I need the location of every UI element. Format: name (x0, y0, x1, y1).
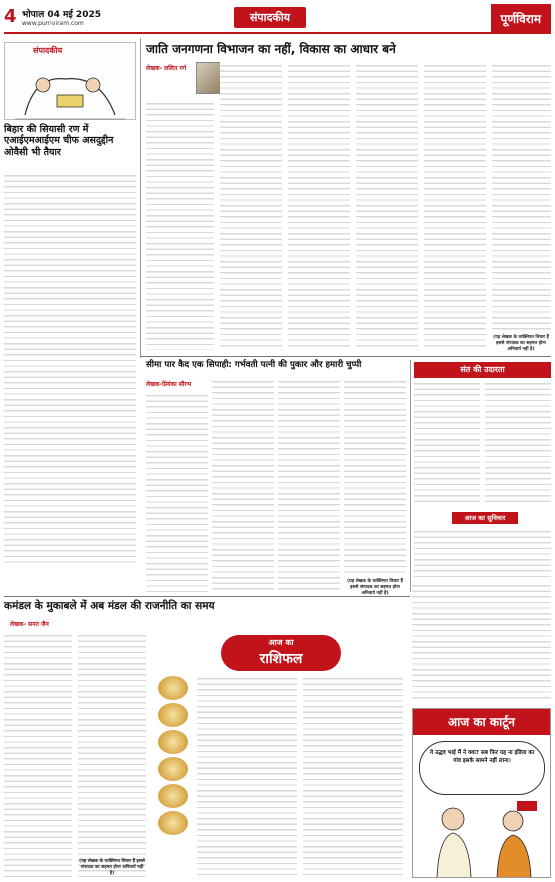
suvichar-text (414, 528, 551, 578)
gemini-icon (158, 730, 188, 754)
website[interactable]: www.purnviram.com (22, 20, 84, 27)
cartoon-caption: संपादकीय (33, 46, 63, 55)
cartoon-figures (413, 799, 550, 879)
rashifal-header (151, 633, 406, 673)
daily-cartoon (412, 708, 551, 878)
mid-story-col-3 (278, 378, 340, 592)
taurus-icon (158, 703, 188, 727)
section-title: संपादकीय (234, 7, 306, 28)
aries-icon (158, 676, 188, 700)
zodiac-icons (151, 673, 195, 877)
section-divider (140, 356, 551, 357)
cartoon-illustration (5, 55, 135, 121)
right-bottom-text (412, 582, 551, 702)
column-divider (140, 38, 141, 358)
section-divider (4, 596, 410, 597)
virgo-icon (158, 811, 188, 835)
cancer-icon (158, 757, 188, 781)
column-divider (410, 360, 411, 592)
bottom-story-headline: कमंडल के मुकाबले में अब मंडल की राजनीति का समय (4, 600, 215, 612)
saint-box-title: संत की उदारता (414, 362, 551, 378)
bottom-story-byline: लेखक- सनत जैन (10, 621, 49, 628)
mid-story-col-4 (344, 378, 406, 574)
main-story-col-4 (356, 62, 418, 350)
mid-story-col-1 (146, 392, 208, 592)
cartoon-speech-bubble: ये उद्धव भाई मैं ने क्या? सब फिर यह ना इंडिया का गांव इसके सामने नहीं लाना। (419, 741, 545, 795)
page-number: 4 (4, 6, 17, 27)
left-story-headline: बिहार की सियासी रण में एआईएमआईएम चीफ असदुद्दीन ओवैसी भी तैयार (4, 124, 114, 158)
rashifal-title-bottom: राशिफल (259, 651, 303, 667)
main-story-note: (यह लेखक के व्यक्तिगत विचार हैं इससे संपादक का सहमत होना अनिवार्य नहीं है) (493, 335, 549, 352)
bottom-story-col-2 (78, 632, 146, 878)
bottom-story-note: (यह लेखक के व्यक्तिगत विचार हैं इससे संपादक का सहमत होना अनिवार्य नहीं है) (79, 859, 145, 876)
main-story-col-5 (424, 62, 486, 350)
rashifal-col-1 (197, 675, 297, 875)
mid-story-byline: लेखक-प्रियंका सौरभ (146, 381, 192, 388)
paper-name: पूर्णविराम (491, 4, 551, 33)
saint-box-col-2 (485, 380, 551, 504)
left-story-body (4, 172, 136, 564)
date-line: भोपाल 04 मई 2025 (22, 10, 101, 20)
suvichar-title: आज का सुविचार (452, 512, 518, 524)
main-story-col-2 (220, 62, 282, 350)
mid-story-headline: सीमा पार कैद एक सिपाही: गर्भवती पत्नी की पुकार और हमारी चुप्पी (146, 360, 362, 370)
rashifal-box (151, 633, 406, 877)
mid-story-note: (यह लेखक के व्यक्तिगत विचार हैं इससे संपादक का सहमत होना अनिवार्य नहीं है) (347, 579, 403, 596)
editorial-cartoon (4, 42, 136, 120)
bottom-story-col-1 (4, 632, 72, 878)
main-story-headline: जाति जनगणना विभाजन का नहीं, विकास का आधार बने (146, 42, 396, 56)
daily-cartoon-title: आज का कार्टून (413, 709, 550, 735)
rashifal-col-2 (303, 675, 403, 875)
main-story-col-6 (492, 62, 551, 332)
saint-box-col-1 (414, 380, 480, 504)
main-story-byline: लेखक- ललित गर्ग (146, 65, 187, 72)
main-story-col-1 (146, 100, 214, 350)
mid-story-col-2 (212, 378, 274, 592)
main-story-col-3 (288, 62, 350, 350)
rashifal-title-top: आज का (268, 638, 294, 647)
page-header (4, 4, 551, 34)
leo-icon (158, 784, 188, 808)
